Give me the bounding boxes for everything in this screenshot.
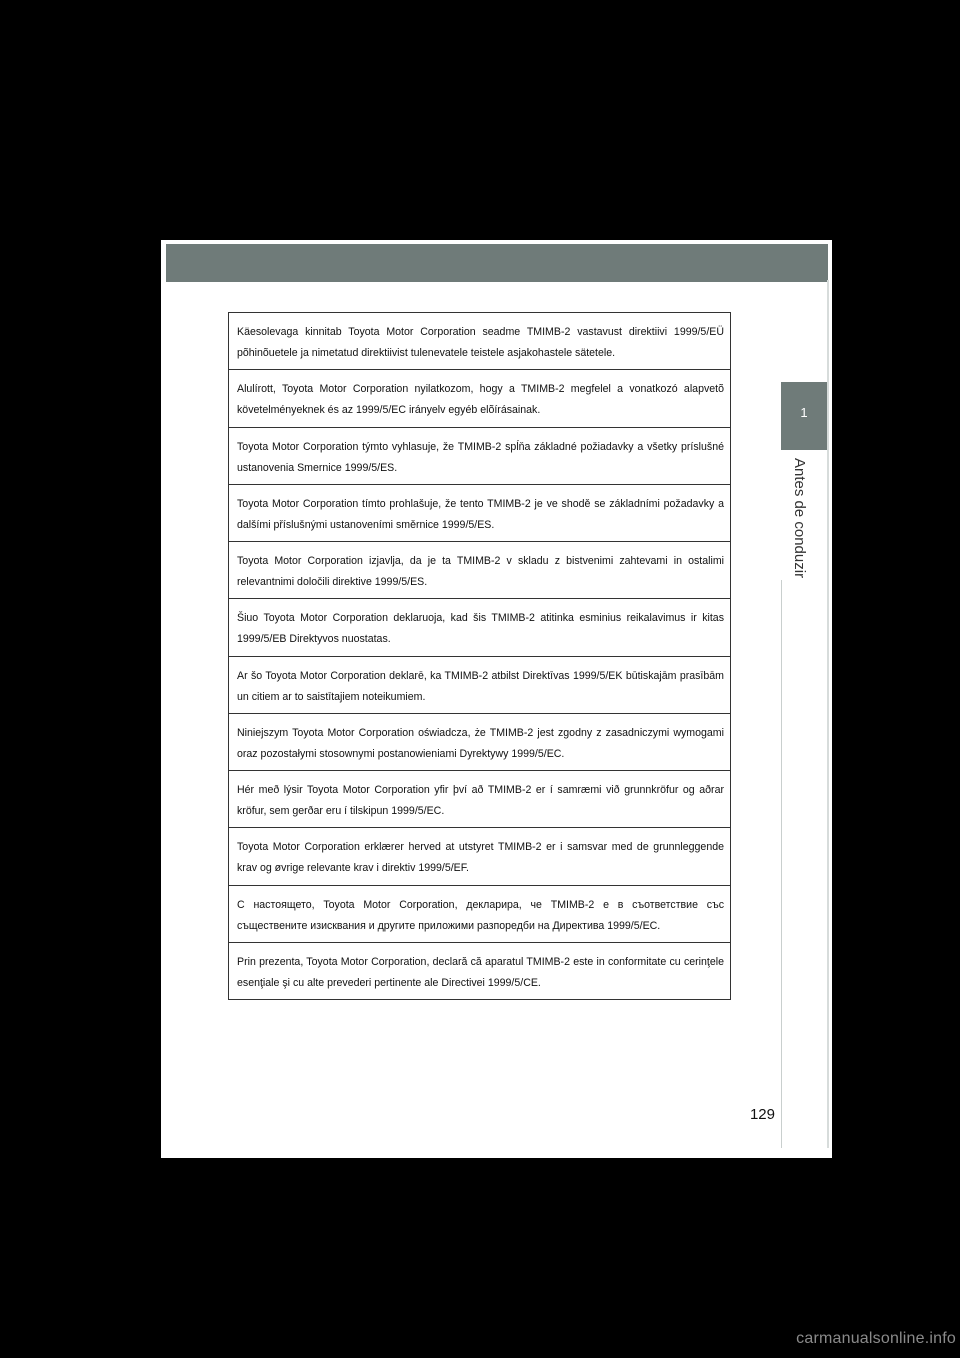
declaration-row: С настоящето, Toyota Motor Corporation, декларира, че TMIMB-2 е в съответствие със съществените изисквания и другите приложими разпоредби на Директива 1999/5/EC. [229, 886, 730, 943]
sidebar-divider [781, 580, 782, 1148]
declaration-row: Käesolevaga kinnitab Toyota Motor Corporation seadme TMIMB-2 vastavust direktiivi 1999/5/EÜ põhinõuetele ja nimetatud direktiivist tulenevatele teistele asjakohastele sätetele. [229, 313, 730, 370]
declaration-row: Alulírott, Toyota Motor Corporation nyilatkozom, hogy a TMIMB-2 megfelel a vonatkozó alapvetõ követelményeknek és az 1999/5/EC irányelv egyéb elõírásainak. [229, 370, 730, 427]
declaration-row: Toyota Motor Corporation tímto prohlašuje, že tento TMIMB-2 je ve shodě se základními požadavky a dalšími příslušnými ustanoveními směrnice 1999/5/ES. [229, 485, 730, 542]
chapter-number: 1 [800, 405, 808, 420]
page-number: 129 [749, 1106, 775, 1123]
declaration-row: Ar šo Toyota Motor Corporation deklarē, ka TMIMB-2 atbilst Direktīvas 1999/5/EK būtiskajām prasībām un citiem ar to saistītajiem noteikumiem. [229, 657, 730, 714]
declaration-row: Niniejszym Toyota Motor Corporation oświadcza, że TMIMB-2 jest zgodny z zasadniczymi wymogami oraz pozostałymi stosownymi postanowieniami Dyrektywy 1999/5/EC. [229, 714, 730, 771]
declaration-row: Hér með lýsir Toyota Motor Corporation yfir því að TMIMB-2 er í samræmi við grunnkröfur og aðrar kröfur, sem gerðar eru í tilskipun 1999/5/EC. [229, 771, 730, 828]
declaration-row: Prin prezenta, Toyota Motor Corporation, declară că aparatul TMIMB-2 este in conformitate cu cerinţele esenţiale şi cu alte prevederi pertinente ale Directivei 1999/5/CE. [237, 955, 724, 989]
declaration-row: Šiuo Toyota Motor Corporation deklaruoja, kad šis TMIMB-2 atitinka esminius reikalavimus ir kitas 1999/5/EB Direktyvos nuostatas. [229, 599, 730, 656]
declaration-row: Toyota Motor Corporation izjavlja, da je ta TMIMB-2 v skladu z bistvenimi zahtevami in ostalimi relevantnimi določili direktive 1999/5/ES. [229, 542, 730, 599]
chapter-title: Antes de conduzir [791, 458, 808, 579]
header-bar [166, 244, 828, 282]
chapter-tab [781, 382, 827, 450]
declaration-row: Toyota Motor Corporation týmto vyhlasuje, že TMIMB-2 spĺňa základné požiadavky a všetky príslušné ustanovenia Smernice 1999/5/ES. [229, 428, 730, 485]
declarations-table [228, 312, 731, 1000]
declaration-row: Toyota Motor Corporation erklærer herved at utstyret TMIMB-2 er i samsvar med de grunnleggende krav og øvrige relevante krav i direktiv 1999/5/EF. [229, 828, 730, 885]
watermark: carmanualsonline.info [796, 1330, 956, 1347]
sidebar-strip [827, 280, 829, 1148]
